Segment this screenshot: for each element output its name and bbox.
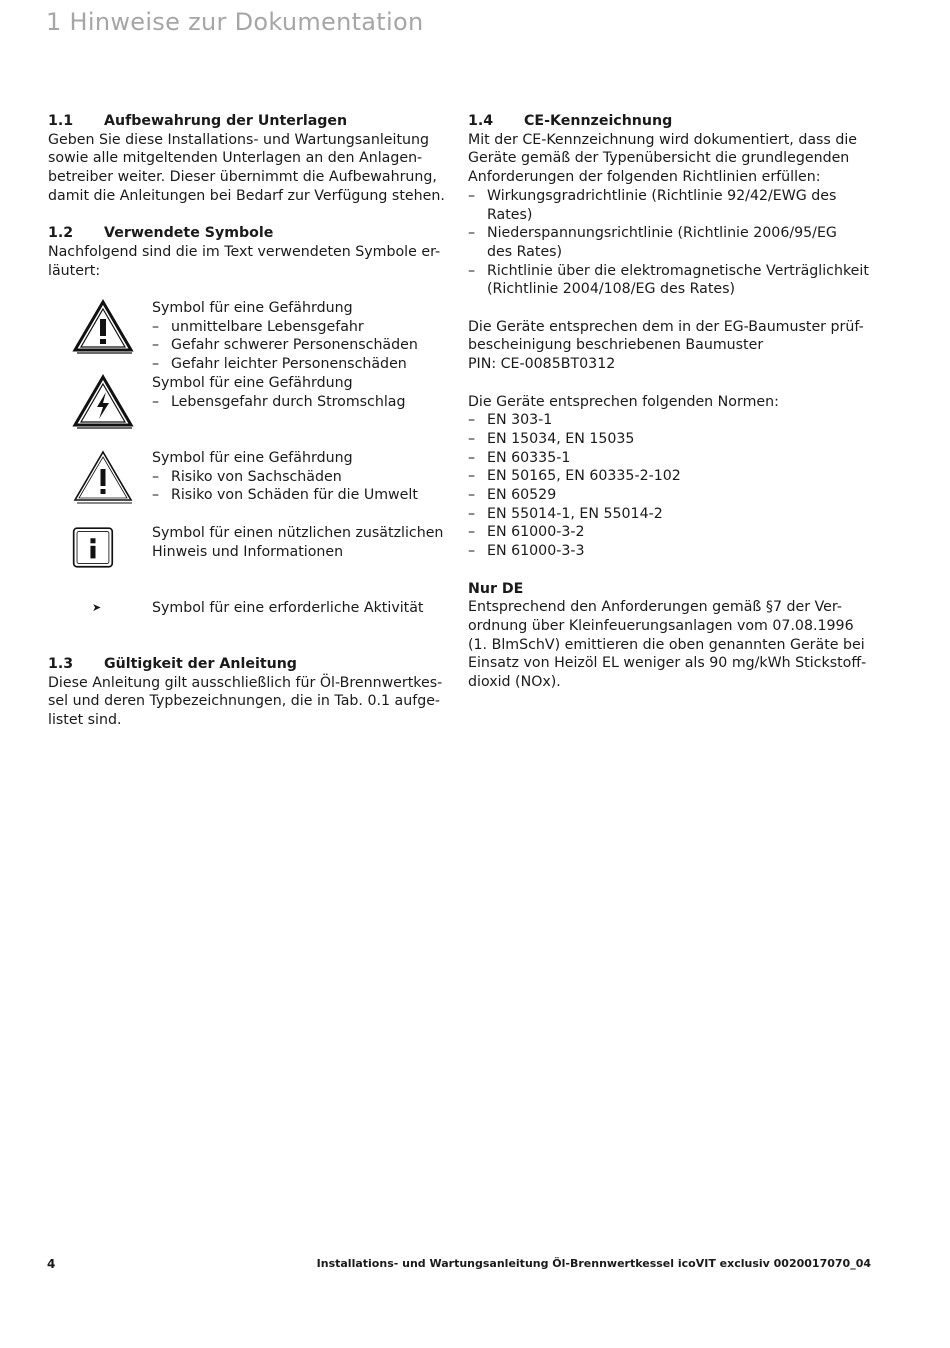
text-line: sowie alle mitgeltenden Unterlagen an den Anlagen- bbox=[48, 150, 423, 167]
nur-de-text bbox=[468, 598, 878, 692]
list-item: – EN 61000-3-3 bbox=[468, 542, 878, 561]
nur-de-heading: Nur DE bbox=[468, 580, 524, 597]
list-item: – EN 55014-1, EN 55014-2 bbox=[468, 505, 878, 524]
text-line: Die Geräte entsprechen dem in der EG-Baumuster prüf- bbox=[468, 318, 864, 335]
text-line: Nachfolgend sind die im Text verwendeten Symbole er- bbox=[48, 243, 441, 260]
text-line: betreiber weiter. Dieser übernimmt die Aufbewahrung, bbox=[48, 169, 437, 186]
baumuster-text bbox=[468, 318, 878, 374]
section-1-1-heading: 1.1 Aufbewahrung der Unterlagen bbox=[48, 113, 348, 129]
text-line: bescheinigung beschriebenen Baumuster bbox=[468, 337, 764, 354]
text-line: damit die Anleitungen bei Bedarf zur Verfügung stehen. bbox=[48, 187, 445, 204]
footer-doc-title: Installations- und Wartungsanleitung Öl-Brennwertkessel icoVIT exclusiv 0020017070_04 bbox=[316, 1257, 871, 1270]
text-line: läutert: bbox=[48, 262, 101, 279]
text-line: PIN: CE-0085BT0312 bbox=[468, 356, 616, 373]
page-title: 1 Hinweise zur Dokumentation bbox=[46, 8, 424, 36]
text-line: Anforderungen der folgenden Richtlinien erfüllen: bbox=[468, 169, 821, 186]
symbol-row-electric bbox=[48, 374, 448, 449]
normen-intro: Die Geräte entsprechen folgenden Normen: bbox=[468, 393, 779, 410]
text-line: sel und deren Typbezeichnungen, die in Tab. 0.1 aufge- bbox=[48, 693, 441, 710]
symbol-description: Symbol für einen nützlichen zusätzlichen Hinweis und Informationen bbox=[152, 525, 444, 560]
text-line: Geben Sie diese Installations- und Wartungsanleitung bbox=[48, 131, 429, 148]
section-1-4-intro bbox=[468, 131, 878, 187]
list-item: – EN 60335-1 bbox=[468, 449, 878, 468]
list-item: – EN 303-1 bbox=[468, 411, 878, 430]
left-column bbox=[48, 112, 448, 730]
list-item: – Wirkungsgradrichtlinie (Richtlinie 92/42/EWG des Rates) bbox=[468, 187, 878, 224]
list-item: – EN 50165, EN 60335-2-102 bbox=[468, 467, 878, 486]
directives-list bbox=[468, 187, 878, 299]
normen-list bbox=[468, 411, 878, 561]
symbol-description: Symbol für eine Gefährdung – Lebensgefahr durch Stromschlag bbox=[152, 374, 452, 411]
page-number: 4 bbox=[47, 1257, 56, 1271]
list-item: – Lebensgefahr durch Stromschlag bbox=[152, 393, 452, 412]
text-line: Entsprechend den Anforderungen gemäß §7 der Ver- bbox=[468, 599, 842, 616]
hazard-list bbox=[152, 468, 452, 505]
symbol-row-caution bbox=[48, 449, 448, 524]
section-1-3-heading: 1.3 Gültigkeit der Anleitung bbox=[48, 656, 297, 672]
section-1-4-heading: 1.4 CE-Kennzeichnung bbox=[468, 113, 673, 129]
caution-triangle-icon bbox=[72, 449, 134, 505]
list-item: – Niederspannungsrichtlinie (Richtlinie 2006/95/EG des Rates) bbox=[468, 224, 878, 261]
list-item: – EN 60529 bbox=[468, 486, 878, 505]
warning-triangle-icon bbox=[72, 299, 134, 355]
arrow-right-icon: ➤ bbox=[92, 601, 102, 614]
right-column bbox=[468, 112, 878, 692]
symbol-row-info bbox=[48, 524, 448, 599]
section-1-2-text bbox=[48, 243, 448, 280]
section-1-2-heading: 1.2 Verwendete Symbole bbox=[48, 225, 274, 242]
list-item: – unmittelbare Lebensgefahr bbox=[152, 318, 452, 337]
list-item: – Gefahr leichter Personenschäden bbox=[152, 355, 452, 374]
text-line: Diese Anleitung gilt ausschließlich für Öl-Brennwertkes- bbox=[48, 674, 443, 691]
section-1-3-text bbox=[48, 674, 448, 730]
section-1-1-text bbox=[48, 131, 448, 206]
list-item: – Gefahr schwerer Personenschäden bbox=[152, 336, 452, 355]
symbol-description: Symbol für eine Gefährdung – Risiko von Sachschäden – Risiko von Schäden für die Umwelt bbox=[152, 449, 452, 505]
text-line: Mit der CE-Kennzeichnung wird dokumentiert, dass die bbox=[468, 131, 857, 148]
hazard-list bbox=[152, 318, 452, 374]
text-line: Geräte gemäß der Typenübersicht die grundlegenden bbox=[468, 150, 850, 167]
list-item: – Risiko von Schäden für die Umwelt bbox=[152, 486, 452, 505]
electric-shock-icon bbox=[72, 374, 134, 430]
text-line: listet sind. bbox=[48, 712, 122, 729]
list-item: – EN 15034, EN 15035 bbox=[468, 430, 878, 449]
info-icon bbox=[72, 524, 124, 576]
list-item: – Risiko von Sachschäden bbox=[152, 468, 452, 487]
symbol-description: Symbol für eine erforderliche Aktivität bbox=[152, 600, 424, 616]
text-line: ordnung über Kleinfeuerungsanlagen vom 07.08.1996 bbox=[468, 617, 854, 634]
symbol-description: Symbol für eine Gefährdung – unmittelbare Lebensgefahr – Gefahr schwerer Personenschäden – Gefahr leichter Personenschäden bbox=[152, 299, 452, 374]
text-line: dioxid (NOx). bbox=[468, 674, 561, 691]
text-line: (1. BlmSchV) emittieren die oben genannten Geräte bei bbox=[468, 636, 865, 653]
list-item: – EN 61000-3-2 bbox=[468, 523, 878, 542]
list-item: – Richtlinie über die elektromagnetische Verträglichkeit (Richtlinie 2004/108/EG des Rates) bbox=[468, 262, 878, 299]
hazard-list bbox=[152, 393, 452, 412]
symbol-row-action bbox=[48, 599, 448, 655]
symbol-row-danger bbox=[48, 299, 448, 374]
text-line: Einsatz von Heizöl EL weniger als 90 mg/kWh Stickstoff- bbox=[468, 655, 867, 672]
